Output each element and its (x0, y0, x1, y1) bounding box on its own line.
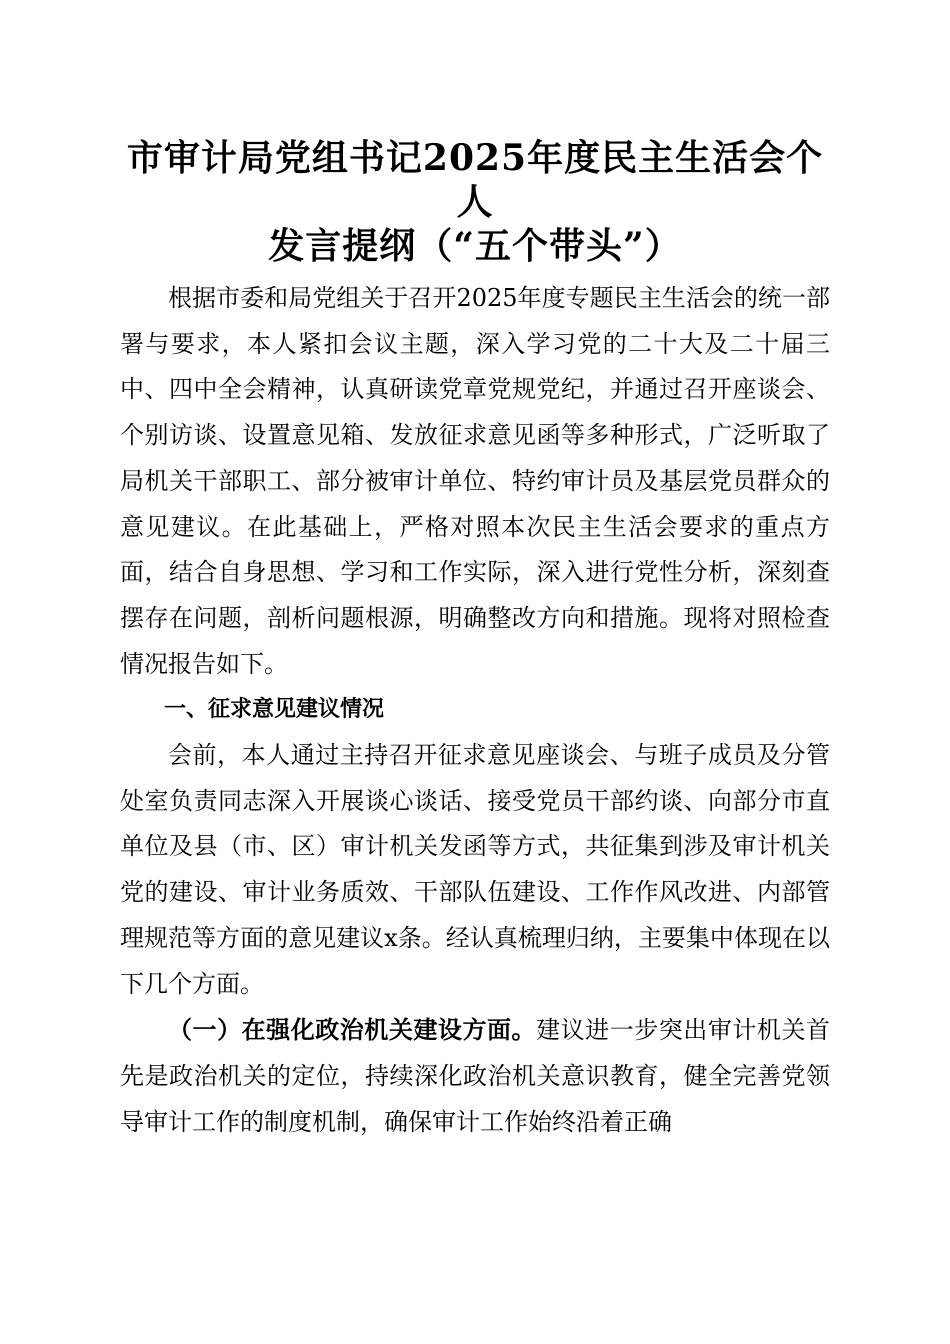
title-line-1: 市审计局党组书记2025年度民主生活会个人 (126, 137, 824, 223)
section-heading-1: 一、征求意见建议情况 (164, 697, 385, 723)
section-1-paragraph: 会前，本人通过主持召开征求意见座谈会、与班子成员及分管处室负责同志深入开展谈心谈话、接受党员干部约谈、向部分市直单位及县（市、区）审计机关发函等方式，共征集到涉及审计机关党的建设、审计业务质效、干部队伍建设、工作作风改进、内部管理规范等方面的意见建议x条。经认真梳理归纳，主要集中体现在以下几个方面。 (120, 741, 830, 998)
subsection-1-lead: （一）在强化政治机关建设方面。 (168, 1015, 537, 1045)
intro-paragraph: 根据市委和局党组关于召开2025年度专题民主生活会的统一部署与要求，本人紧扣会议主题，深入学习党的二十大及二十届三中、四中全会精神，认真研读党章党规党纪，并通过召开座谈会、个别访谈、设置意见箱、发放征求意见函等多种形式，广泛听取了局机关干部职工、部分被审计单位、特约审计员及基层党员群众的意见建议。在此基础上，严格对照本次民主生活会要求的重点方面，结合自身思想、学习和工作实际，深入进行党性分析，深刻查摆存在问题，剖析问题根源，明确整改方向和措施。现将对照检查情况报告如下。 (120, 284, 830, 678)
document-body (120, 276, 830, 1145)
title-line-2: 发言提纲（“五个带头”） (268, 225, 682, 267)
subsection-1-paragraph (120, 1007, 830, 1145)
document-title (110, 136, 840, 268)
subsection-1-text: 建议进一步突出审计机关首先是政治机关的定位，持续深化政治机关意识教育，健全完善党领导审计工作的制度机制，确保审计工作始终沿着正确 (120, 1016, 831, 1136)
